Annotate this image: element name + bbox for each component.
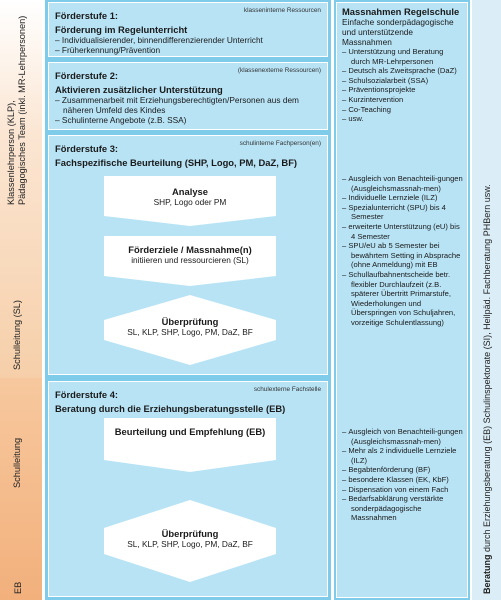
stufe1-panel: [45, 0, 331, 60]
stufe1-tag: klasseninterne Ressourcen: [243, 7, 321, 14]
stufe3-title: Förderstufe 3:: [55, 143, 119, 154]
stufe3-subtitle: Fachspezifische Beurteilung (SHP, Logo, PM, DaZ, BF): [55, 157, 298, 168]
beratung-label: Beratung durch Erziehungsberatung (EB) Schulinspektorate (SI), Heilpäd. Fachberatung PHBern usw.: [482, 184, 492, 594]
beurteilung-title: Beurteilung und Empfehlung (EB): [114, 426, 266, 437]
massnahme-item: – Kurzintervention: [342, 94, 404, 104]
massnahmen-list-3: [342, 427, 464, 523]
massnahme-item: – Deutsch als Zweitsprache (DaZ): [342, 66, 457, 76]
stufe4-box: [48, 381, 328, 597]
stufe4-subtitle: Beratung durch die Erziehungsberatungsstelle (EB): [55, 403, 286, 414]
analyse-text: SHP, Logo oder PM: [153, 197, 227, 207]
massnahme-item: – Spezialunterricht (SPU) bis 4 Semester: [342, 202, 446, 222]
massnahme-item: – Schulsozialarbeit (SSA): [342, 75, 429, 85]
analyse-title: Analyse: [172, 186, 208, 197]
massnahme-item: – Dispensation von einem Fach: [342, 484, 449, 494]
stufe1-subtitle: Förderung im Regelunterricht: [55, 24, 188, 35]
massnahmen-title: Massnahmen Regelschule: [342, 6, 460, 17]
massnahme-item: – usw.: [342, 114, 364, 124]
stufe1-item: – Individualisierender, binnendifferenzierender Unterricht: [55, 35, 263, 45]
beurteilung-block: [104, 426, 276, 437]
massnahme-item: – Individuelle Lernziele (ILZ): [342, 193, 438, 203]
stufe2-item: – Schulinterne Angebote (z.B. SSA): [55, 115, 187, 125]
klp-team-label: Klassenlehrperson (KLP), Pädagogisches Team (inkl. MR-Lehrpersonen): [6, 15, 27, 205]
massnahme-item: – Unterstützung und Beratung durch MR-Lehrpersonen: [342, 47, 444, 66]
massnahmen-list-2: [342, 174, 464, 328]
pruef-text: SL, KLP, SHP, Logo, PM, DaZ, BF: [127, 327, 253, 337]
massnahme-item: – besondere Klassen (EK, KbF): [342, 474, 449, 484]
pruef4-text: SL, KLP, SHP, Logo, PM, DaZ, BF: [127, 539, 253, 549]
massnahme-item: – Bedarfsabklärung verstärkte sonderpädagogische Massnahmen: [342, 494, 444, 523]
eb-label: EB: [13, 581, 23, 594]
massnahmen-box: [336, 2, 468, 598]
massnahme-item: – Präventionsprojekte: [342, 85, 416, 95]
stufe2-title: Förderstufe 2:: [55, 70, 119, 81]
stufe4-title: Förderstufe 4:: [55, 389, 119, 400]
massnahme-item: – Ausgleich von Benachteili-gungen (Ausgleichsmassnah-men): [342, 427, 463, 446]
schulleitung-label: Schulleitung: [12, 437, 22, 488]
schulleitung-sl-label: Schulleitung (SL): [12, 300, 22, 370]
massnahme-item: – erweiterte Unterstützung (eU) bis 4 Semester: [342, 221, 460, 241]
stufe1-box: [48, 2, 328, 57]
stufe4-tag: schulexterne Fachstelle: [253, 386, 321, 393]
stufe2-box: [48, 62, 328, 130]
stufe2-subtitle: Aktivieren zusätzlicher Unterstützung: [55, 84, 223, 95]
massnahmen-intro: Einfache sonderpädagogische und unterstützende Massnahmen: [342, 17, 454, 47]
stufe2-item: – Zusammenarbeit mit Erziehungsberechtigten/Personen aus dem näheren Umfeld des Kindes: [55, 95, 299, 115]
massnahme-item: – Mehr als 2 individuelle Lernziele (ILZ): [342, 446, 457, 465]
stufe1-title: Förderstufe 1:: [55, 10, 119, 21]
massnahme-item: – Schullaufbahnentscheide betr. flexibler Durchlaufzeit (z.B. späterer Übertritt Primarstufe, Wiederholungen und Überspringen von Schuljahren, vorzeitige Schulentlassung): [342, 269, 456, 327]
pruef4-title: Überprüfung: [161, 528, 219, 539]
pruef-title: Überprüfung: [161, 316, 219, 327]
stufe2-panel: [45, 60, 331, 133]
stufe2-tag: (klassenexterne Ressourcen): [237, 67, 321, 74]
pruef4-block: [104, 528, 276, 549]
massnahme-item: – Begabtenförderung (BF): [342, 465, 431, 475]
stufe3-box: [48, 135, 328, 375]
stufe3-tag: schulinterne Fachperson(en): [239, 140, 321, 147]
massnahmen-list-1: [342, 47, 462, 124]
massnahme-item: – Ausgleich von Benachteili-gungen (Ausgleichsmassnah-men): [342, 174, 463, 193]
analyse-block: [104, 186, 276, 207]
massnahme-item: – Co-Teaching: [342, 104, 391, 114]
massnahme-item: – SPU/eU ab 5 Semester bei bewährtem Setting in Absprache (ohne Anmeldung) mit EB: [342, 241, 461, 270]
left-axis-lower: [0, 378, 42, 600]
stufe4-panel: [45, 378, 331, 600]
stufe1-item: – Früherkennung/Prävention: [55, 45, 161, 55]
stufe3-panel: [45, 133, 331, 378]
ziele-text: initiieren und ressourcieren (SL): [131, 255, 249, 265]
pruef-block: [104, 316, 276, 337]
ziele-title: Förderziele / Massnahme(n): [128, 244, 252, 255]
ziele-block: [104, 244, 276, 265]
massnahmen-panel: [334, 0, 470, 600]
